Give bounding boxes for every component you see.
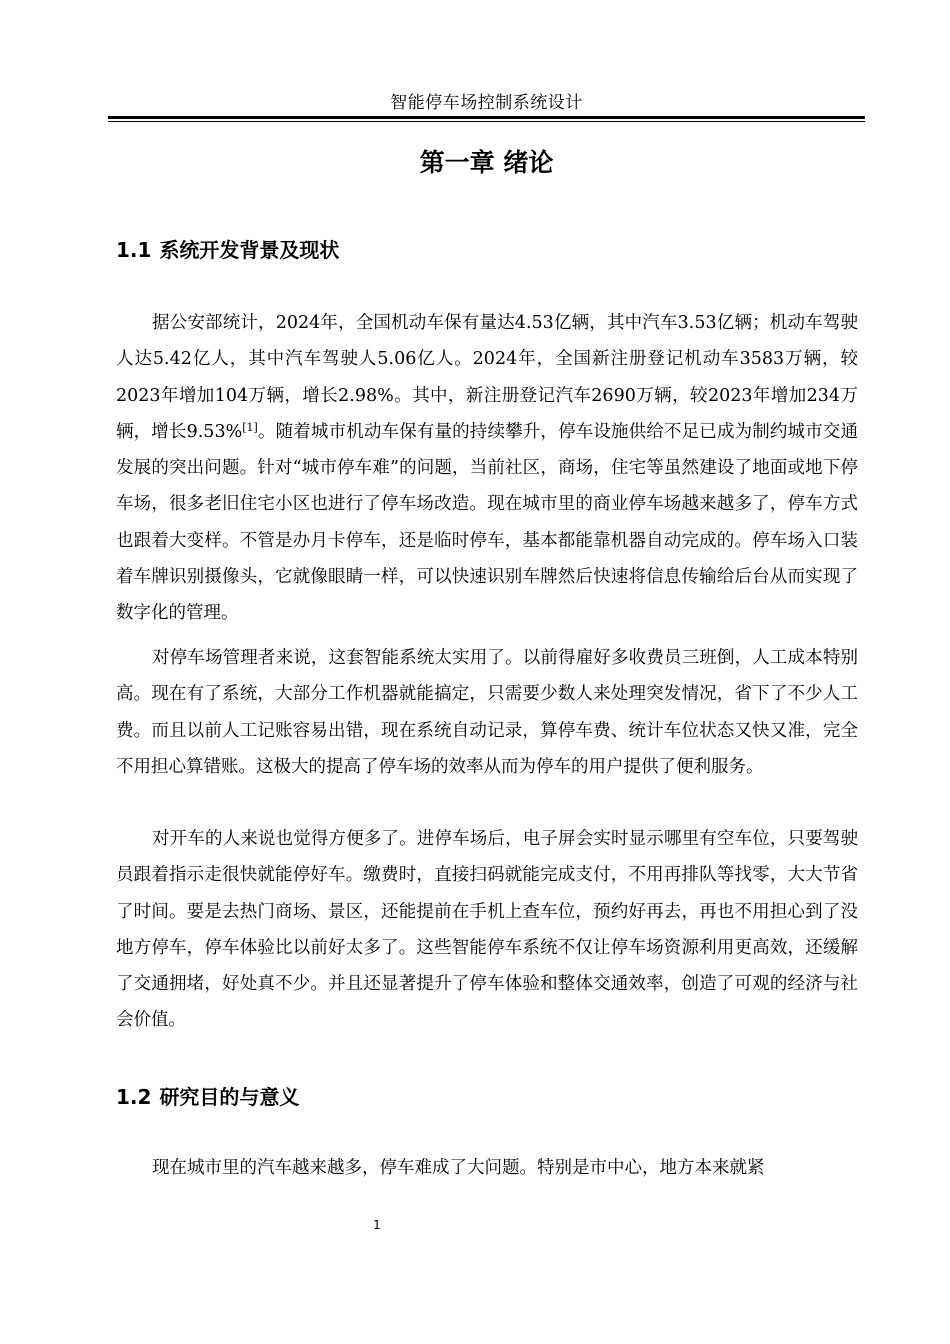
section-number: 1.2	[116, 1085, 152, 1109]
running-header: 智能停车场控制系统设计	[390, 93, 583, 113]
page-number: 1	[373, 1218, 381, 1232]
paragraph: 对开车的人来说也觉得方便多了。进停车场后，电子屏会实时显示哪里有空车位，只要驾驶员跟着指示走很快就能停好车。缴费时，直接扫码就能完成支付，不用再排队等找零，大大节省了时间。要是去热门商场、景区，还能提前在手机上查车位，预约好再去，再也不用担心到了没地方停车，停车体验比以前好太多了。这些智能停车系统不仅让停车场资源利用更高效，还缓解了交通拥堵，好处真不少。并且还显著提升了停车体验和整体交通效率，创造了可观的经济与社会价值。	[116, 829, 858, 1031]
section-heading-1-1	[116, 236, 339, 264]
paragraph-text: 据公安部统计，2024年，全国机动车保有量达4.53亿辆，其中汽车3.53亿辆；机动车驾驶人达5.42亿人，其中汽车驾驶人5.06亿人。2024年，全国新注册登记机动车3583万辆，较2023年增加104万辆，增长2.98%。其中，新注册登记汽车2690万辆，较2023年增加234万辆，增长9.53%	[116, 313, 858, 442]
section-title-text: 研究目的与意义	[159, 1085, 300, 1109]
paragraph	[116, 305, 858, 632]
paragraph-text: 。随着城市机动车保有量的持续攀升，停车设施供给不足已成为制约城市交通发展的突出问题。针对“城市停车难”的问题，当前社区，商场，住宅等虽然建设了地面或地下停车场，很多老旧住宅小区也进行了停车场改造。现在城市里的商业停车场越来越多了，停车方式也跟着大变样。不管是办月卡停车，还是临时停车，基本都能靠机器自动完成的。停车场入口装着车牌识别摄像头，它就像眼睛一样，可以快速识别车牌然后快速将信息传输给后台从而实现了数字化的管理。	[116, 421, 859, 624]
section-title-text: 系统开发背景及现状	[159, 238, 340, 262]
citation-marker: [1]	[242, 420, 258, 434]
header-rule-thick	[108, 116, 865, 119]
header-rule-thin	[108, 121, 865, 122]
section-heading-1-2	[116, 1083, 299, 1111]
chapter-title: 第一章 绪论	[419, 148, 554, 177]
paragraph: 现在城市里的汽车越来越多，停车难成了大问题。特别是市中心，地方本来就紧	[152, 1158, 765, 1178]
paragraph: 对停车场管理者来说，这套智能系统太实用了。以前得雇好多收费员三班倒，人工成本特别高。现在有了系统，大部分工作机器就能搞定，只需要少数人来处理突发情况，省下了不少人工费。而且以前人工记账容易出错，现在系统自动记录，算停车费、统计车位状态又快又准，完全不用担心算错账。这极大的提高了停车场的效率从而为停车的用户提供了便利服务。	[116, 648, 858, 777]
section-number: 1.1	[116, 238, 152, 262]
